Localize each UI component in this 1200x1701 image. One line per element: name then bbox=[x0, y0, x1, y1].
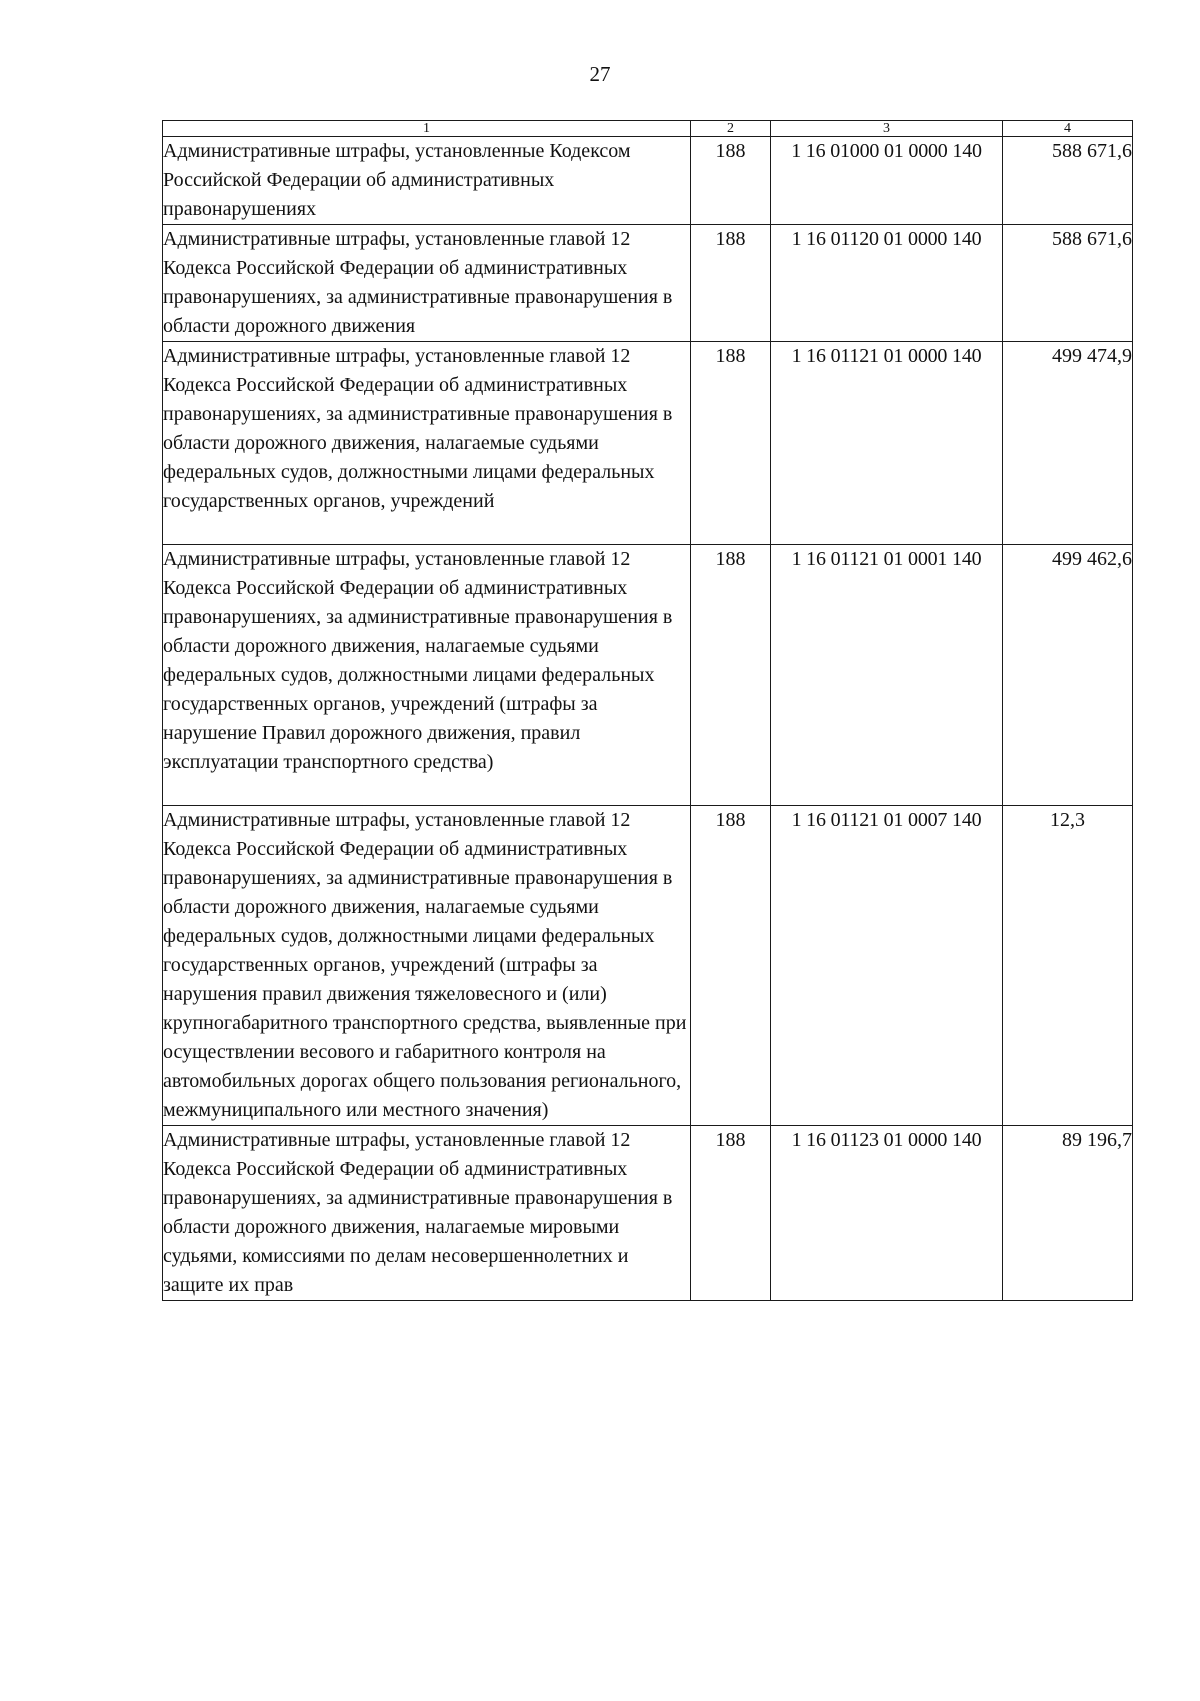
amount: 588 671,6 bbox=[1003, 137, 1133, 225]
amount: 12,3 bbox=[1003, 806, 1133, 1126]
administrator-code: 188 bbox=[691, 137, 771, 225]
table-row bbox=[163, 225, 1133, 342]
administrator-code: 188 bbox=[691, 1126, 771, 1301]
table-row bbox=[163, 545, 1133, 806]
budget-classification-code: 1 16 01120 01 0000 140 bbox=[771, 225, 1003, 342]
amount: 499 474,9 bbox=[1003, 342, 1133, 545]
revenue-table bbox=[162, 120, 1133, 1301]
revenue-name: Административные штрафы, установленные главой 12 Кодекса Российской Федерации об административных правонарушениях, за административные правонарушения в области дорожного движения, налагаемые судьями федеральных судов, должностными лицами федеральных государственных органов, учреждений (штрафы за нарушение Правил дорожного движения, правил эксплуатации транспортного средства) bbox=[163, 545, 691, 806]
administrator-code: 188 bbox=[691, 342, 771, 545]
column-number-3: 3 bbox=[771, 121, 1003, 137]
administrator-code: 188 bbox=[691, 806, 771, 1126]
budget-classification-code: 1 16 01000 01 0000 140 bbox=[771, 137, 1003, 225]
amount: 89 196,7 bbox=[1003, 1126, 1133, 1301]
table-row bbox=[163, 342, 1133, 545]
revenue-name: Административные штрафы, установленные главой 12 Кодекса Российской Федерации об административных правонарушениях, за административные правонарушения в области дорожного движения, налагаемые судьями федеральных судов, должностными лицами федеральных государственных органов, учреждений bbox=[163, 342, 691, 545]
amount: 588 671,6 bbox=[1003, 225, 1133, 342]
table-row bbox=[163, 137, 1133, 225]
table-row bbox=[163, 806, 1133, 1126]
page-number: 27 bbox=[589, 62, 611, 86]
column-number-row bbox=[163, 121, 1133, 137]
amount: 499 462,6 bbox=[1003, 545, 1133, 806]
column-number-1: 1 bbox=[163, 121, 691, 137]
column-number-2: 2 bbox=[691, 121, 771, 137]
administrator-code: 188 bbox=[691, 545, 771, 806]
budget-classification-code: 1 16 01121 01 0007 140 bbox=[771, 806, 1003, 1126]
revenue-name: Административные штрафы, установленные главой 12 Кодекса Российской Федерации об административных правонарушениях, за административные правонарушения в области дорожного движения bbox=[163, 225, 691, 342]
table-row bbox=[163, 1126, 1133, 1301]
administrator-code: 188 bbox=[691, 225, 771, 342]
revenue-name: Административные штрафы, установленные главой 12 Кодекса Российской Федерации об административных правонарушениях, за административные правонарушения в области дорожного движения, налагаемые мировыми судьями, комиссиями по делам несовершеннолетних и защите их прав bbox=[163, 1126, 691, 1301]
revenue-name: Административные штрафы, установленные главой 12 Кодекса Российской Федерации об административных правонарушениях, за административные правонарушения в области дорожного движения, налагаемые судьями федеральных судов, должностными лицами федеральных государственных органов, учреждений (штрафы за нарушения правил движения тяжеловесного и (или) крупногабаритного транспортного средства, выявленные при осуществлении весового и габаритного контроля на автомобильных дорогах общего пользования регионального, межмуниципального или местного значения) bbox=[163, 806, 691, 1126]
budget-classification-code: 1 16 01121 01 0000 140 bbox=[771, 342, 1003, 545]
revenue-name: Административные штрафы, установленные Кодексом Российской Федерации об административных правонарушениях bbox=[163, 137, 691, 225]
column-number-4: 4 bbox=[1003, 121, 1133, 137]
budget-classification-code: 1 16 01123 01 0000 140 bbox=[771, 1126, 1003, 1301]
budget-classification-code: 1 16 01121 01 0001 140 bbox=[771, 545, 1003, 806]
